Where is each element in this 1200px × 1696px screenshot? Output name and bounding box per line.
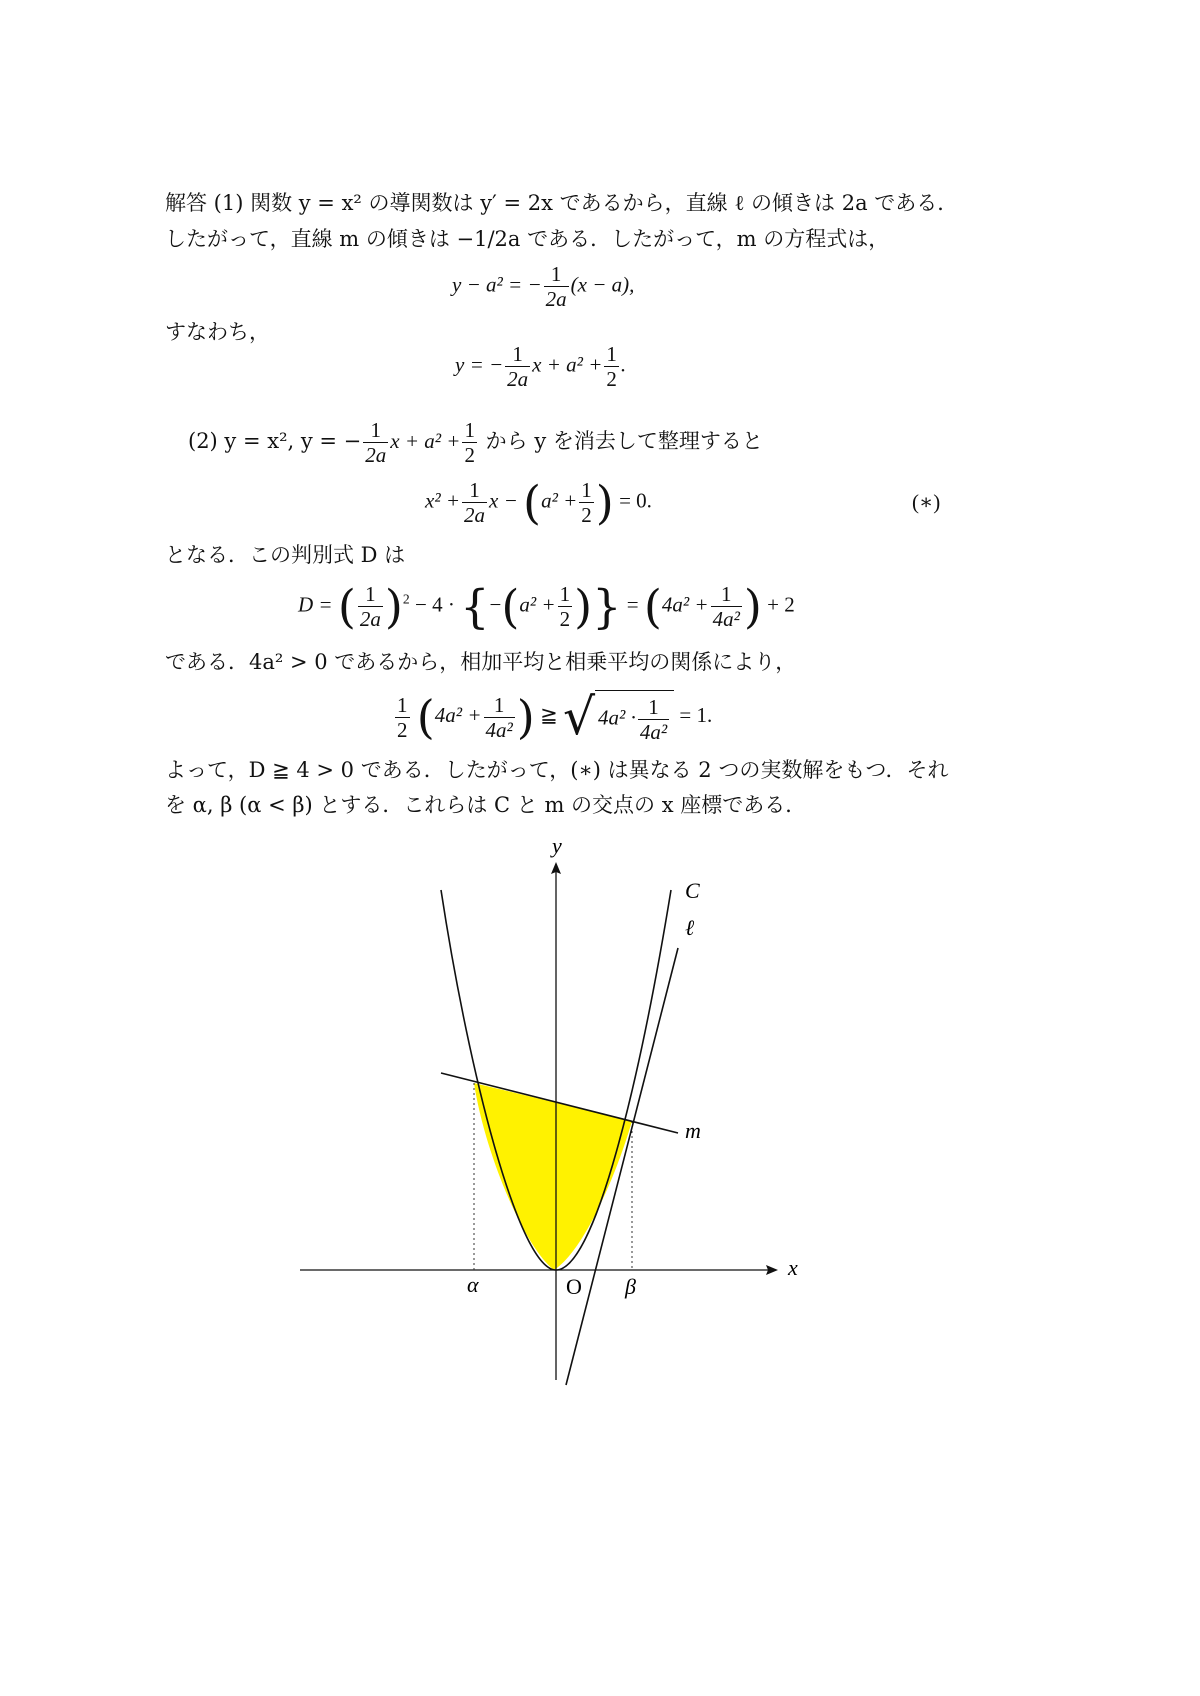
am-gm-intro: である．4a² > 0 であるから，相加平均と相乗平均の関係により， — [165, 650, 797, 674]
curve-c-label: C — [685, 878, 700, 903]
beta-label: β — [625, 1274, 636, 1299]
alpha-label: α — [467, 1272, 479, 1297]
equation-quadratic: x² + $\frac{1}{2a}$ x − (a² + $\frac{1}{2}$ ) = 0. — [425, 475, 652, 530]
solution-line-2: したがって，直線 m の傾きは −1/2a である．したがって，m の方程式は， — [165, 227, 890, 251]
discriminant-intro: となる．この判別式 D は — [165, 543, 406, 567]
conclusion-line-1: よって，D ≧ 4 > 0 である．したがって，(∗) は異なる 2 つの実数解をもつ．それ — [165, 758, 949, 782]
part-2-intro: (2) y = x², y = − $\frac{1}{2a}$ x + a² + $\frac{1}{2}$ から y を消去して整理すると — [188, 418, 763, 468]
equation-am-gm: $\frac{1}{2}$ (4a² + $\frac{1}{\text{4a²}}$ ) ≧ √ 4a² · $\frac{1}{\text{4a²}}$ = 1. — [397, 686, 713, 746]
y-axis-label: y — [552, 833, 562, 858]
line-m-label: m — [685, 1118, 701, 1143]
x-axis-label: x — [788, 1255, 798, 1280]
solution-line-1: 解答 (1) 関数 y = x² の導関数は y′ = 2x であるから，直線 ℓ の傾きは 2a である． — [165, 191, 959, 215]
equation-normal-line: y − a² = − $\frac{1}{2a}$ (x − a), — [452, 262, 635, 312]
sunawachi-text: すなわち， — [165, 320, 270, 344]
origin-label: O — [566, 1274, 582, 1299]
conclusion-line-2: を α, β (α < β) とする．これらは C と m の交点の x 座標である． — [165, 793, 807, 817]
equation-discriminant: D = ( $\frac{1}{2a}$ )$^2$ − 4 · {−(a² + $\frac{1}{2}$ )} = (4a² + $\frac{1}{\text{4a²}}$ ) + 2 — [298, 579, 795, 634]
line-l-label: ℓ — [685, 915, 695, 940]
equation-normal-line-expanded: y = − $\frac{1}{2a}$ x + a² + $\frac{1}{2}$ . — [455, 342, 627, 392]
equation-tag: (∗) — [912, 490, 941, 514]
